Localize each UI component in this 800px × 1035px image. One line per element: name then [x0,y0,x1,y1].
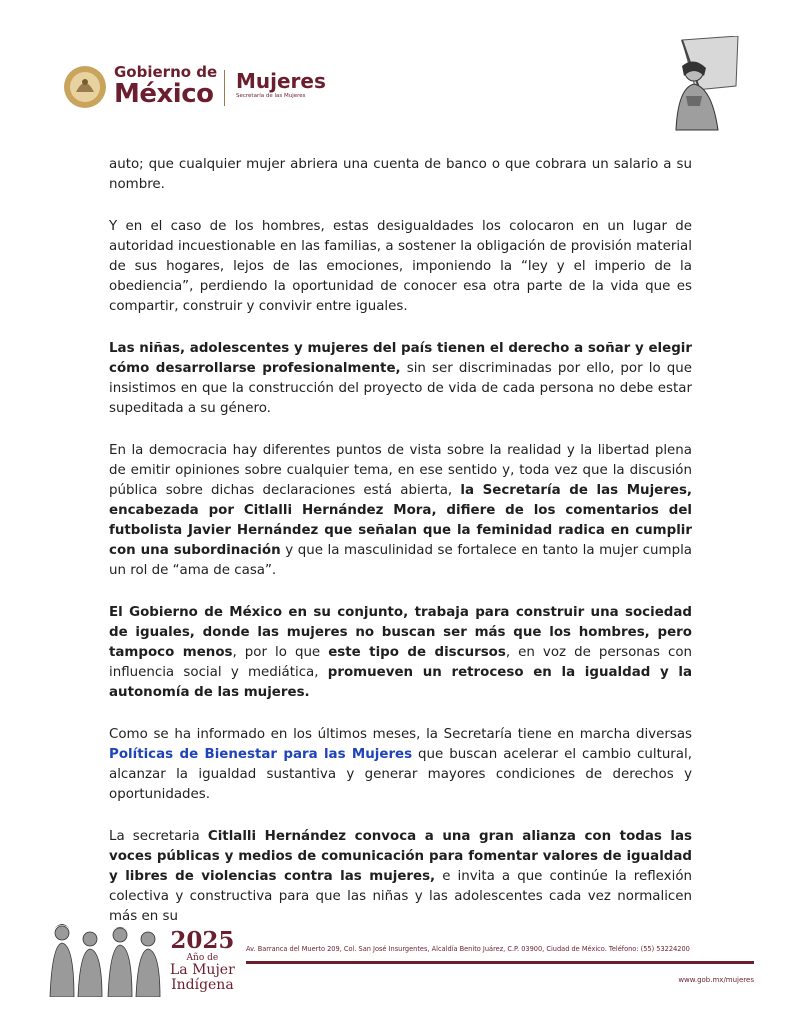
indigena: Indígena [171,977,234,993]
gobierno-logo[interactable] [114,64,217,108]
politicas-bienestar-link[interactable]: Políticas de Bienestar para las Mujeres [109,747,413,762]
indigenous-women-illustration-icon [42,915,167,997]
mexico-seal-icon [62,64,108,110]
paragraph-6: Como se ha informado en los últimos meses, la Secretaría tiene en marcha diversas Políticas de Bienestar para las Mujeres que buscan acelerar el cambio cultural, alcanzar la igualdad sustantiva y generar mayores condiciones de derechos y oportunidades. [109,727,692,802]
heroine-flag-illustration-icon [652,36,742,132]
gobierno-big: México [114,79,214,109]
paragraph-4: En la democracia hay diferentes puntos de vista sobre la realidad y la libertad plena de emitir opiniones sobre cualquier tema, en ese sentido y, toda vez que la discusión pública sobre dichas declaraciones está abierta, la Secretaría de las Mujeres, encabezada por Citlalli Hernández Mora, difiere de los comentarios del futbolista Javier Hernández que señalan que la feminidad radica en cumplir con una subordinación y que la masculinidad se fortalece en tanto la mujer cumpla un rol de “ama de casa”. [109,443,693,578]
document-body [109,155,692,949]
paragraph-3: Las niñas, adolescentes y mujeres del país tienen el derecho a soñar y elegir cómo desarrollarse profesionalmente, sin ser discriminadas por ello, por lo que insistimos en que la construcción del proyecto de vida de cada persona no debe estar supeditada a su género. [109,341,692,416]
anio-mujer-indigena-logo [170,929,235,993]
gobierno-small: Gobierno de [114,63,218,81]
mujeres-subtitle: Secretaría de las Mujeres [236,93,306,99]
ano-de: Año de [186,953,219,963]
mujeres-title: Mujeres [236,69,326,93]
logo-divider [224,70,225,106]
mujeres-logo[interactable] [236,70,326,100]
la-mujer: La Mujer [170,962,235,978]
paragraph-5: El Gobierno de México en su conjunto, trabaja para construir una sociedad de iguales, donde las mujeres no buscan ser más que los hombres, pero tampoco menos, por lo que este tipo de discursos, en voz de personas con influencia social y mediática, promueven un retroceso en la igualdad y la autonomía de las mujeres. [109,605,692,700]
footer-divider [246,961,754,964]
footer [42,905,758,1005]
paragraph-7: La secretaria Citlalli Hernández convoca a una gran alianza con todas las voces públicas y medios de comunicación para fomentar valores de igualdad y libres de violencias contra las mujeres, e invita a que continúe la reflexión colectiva y constructiva para que las niñas y las adolescentes cada vez normalicen más en su [109,829,693,924]
paragraph-2: Y en el caso de los hombres, estas desigualdades los colocaron en un lugar de autoridad incuestionable en las familias, a sostener la obligación de provisión material de sus hogares, lejos de las emociones, imponiendo la “ley y el imperio de la obediencia”, perdiendo la oportunidad de conocer esa otra parte de la vida que es compartir, construir y convivir entre iguales. [109,219,692,314]
footer-address: Av. Barranca del Muerto 209, Col. San José Insurgentes, Alcaldía Benito Juárez, C.P. 03900, Ciudad de México. Teléfono: (55) 53224200 [246,945,690,953]
paragraph-1: auto; que cualquier mujer abriera una cuenta de banco o que cobrara un salario a su nombre. [109,157,692,192]
footer-website-link[interactable]: www.gob.mx/mujeres [678,976,754,984]
header [62,58,742,138]
year: 2025 [170,927,235,954]
